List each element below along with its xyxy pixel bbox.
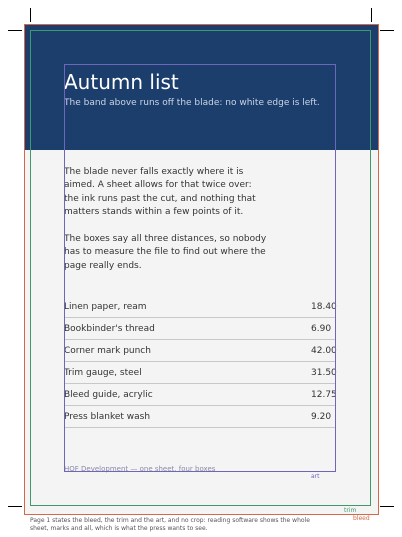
page-subtitle: The band above runs off the blade: no white edge is left. <box>64 98 320 108</box>
list-item <box>64 406 336 428</box>
item-price: 18.40 <box>311 302 337 312</box>
item-price: 12.75 <box>311 390 337 400</box>
crop-mark-top-right-vertical <box>371 8 372 22</box>
list-item <box>64 362 336 384</box>
item-name: Corner mark punch <box>64 346 151 356</box>
body-paragraph: The boxes say all three distances, so nobody has to measure the file to find out where the page really ends. <box>64 234 267 271</box>
crop-mark-top-left-vertical <box>30 8 31 22</box>
list-item <box>64 318 336 340</box>
list-item <box>64 296 336 318</box>
footer-note: HOF Development — one sheet, four boxes <box>64 465 216 473</box>
item-price: 6.90 <box>311 324 332 334</box>
item-price: 9.20 <box>311 412 332 422</box>
art-box-label: art <box>311 473 320 480</box>
crop-mark-top-right-horizontal <box>380 30 394 31</box>
item-name: Bleed guide, acrylic <box>64 390 153 400</box>
crop-mark-bottom-right-horizontal <box>380 506 394 507</box>
crop-mark-top-left-horizontal <box>8 30 22 31</box>
price-list <box>64 296 336 428</box>
item-name: Linen paper, ream <box>64 302 147 312</box>
item-price: 31.50 <box>311 368 337 378</box>
item-name: Press blanket wash <box>64 412 151 422</box>
item-price: 42.00 <box>311 346 337 356</box>
page-title: Autumn list <box>64 70 179 94</box>
trim-box-label: trim <box>344 507 357 514</box>
list-item <box>64 340 336 362</box>
body-paragraph: The blade never falls exactly where it is aimed. A sheet allows for that twice over: the ink runs past the cut, and nothing that matters stands within a few points of it. <box>64 167 256 217</box>
crop-mark-bottom-left-horizontal <box>8 506 22 507</box>
bleed-box-label: bleed <box>353 515 370 522</box>
item-name: Bookbinder's thread <box>64 324 155 334</box>
list-item <box>64 384 336 406</box>
item-name: Trim gauge, steel <box>64 368 142 378</box>
page-caption: Page 1 states the bleed, the trim and the art, and no crop: reading software shows the whole sheet, marks and all, which is what the press wants to see. <box>30 517 310 532</box>
